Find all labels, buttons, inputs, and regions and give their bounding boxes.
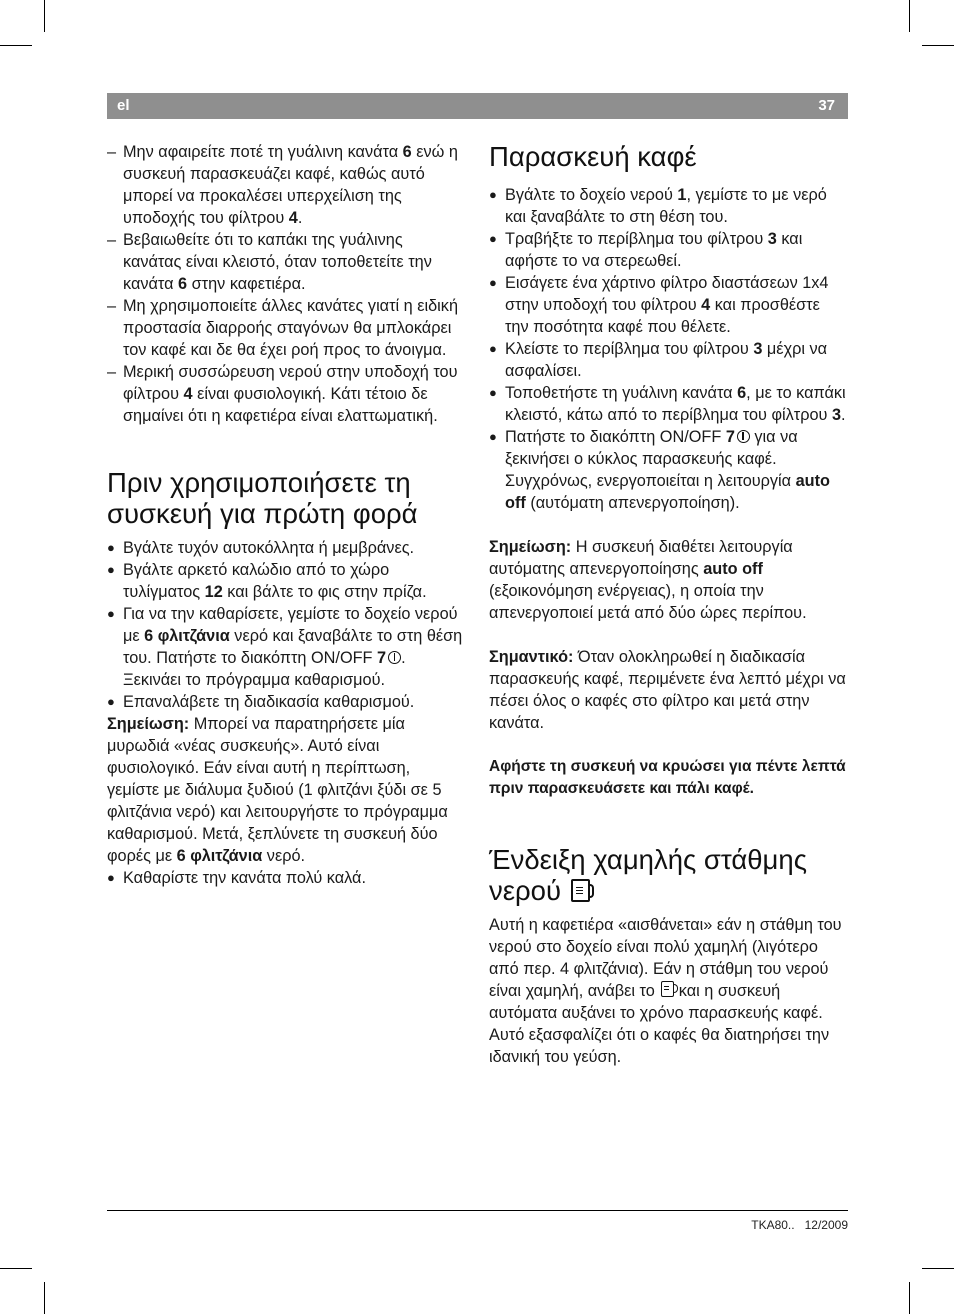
text-run: . Ξεκινάει το πρόγραμμα καθαρισμού. bbox=[123, 649, 406, 689]
text-run: Βεβαιωθείτε ότι το καπάκι της γυάλινης κανάτας είναι κλειστό, όταν τοποθετείτε την κανάτα bbox=[123, 231, 432, 293]
bold-text: 4 bbox=[701, 296, 711, 314]
brewing-steps-list bbox=[489, 184, 848, 514]
bold-text: 6 φλιτζάνια bbox=[176, 847, 263, 865]
bold-text: 12 bbox=[204, 583, 223, 601]
text-run: μέχρι να ασφαλίσει. bbox=[505, 340, 828, 380]
first-use-list bbox=[107, 537, 463, 713]
text-run: και η συσκευή αυτόματα αυξάνει το χρόνο παρασκευής καφέ. Αυτό εξασφαλίζει ότι ο καφές θα διατηρήσει την ιδανική του γεύση. bbox=[489, 982, 830, 1066]
bold-text: 6 bbox=[737, 384, 747, 402]
language-code: el bbox=[117, 97, 130, 114]
bold-text: Σημείωση: bbox=[489, 538, 572, 556]
text-run: στην καφετιέρα. bbox=[187, 275, 306, 293]
paragraph bbox=[107, 713, 463, 867]
text-run: για να ξεκινήσει ο κύκλος παρασκευής καφέ. Συγχρόνως, ενεργοποιείται η λειτουργία bbox=[505, 428, 798, 490]
list-item bbox=[107, 229, 463, 295]
list-item bbox=[489, 272, 848, 338]
caution-list bbox=[107, 141, 463, 427]
left-column bbox=[107, 141, 463, 889]
list-item bbox=[107, 537, 463, 559]
text-run: (αυτόματη απενεργοποίηση). bbox=[525, 494, 740, 512]
list-item bbox=[107, 691, 463, 713]
text-run: ενώ η συσκευή παρασκευάζει καφέ, καθώς αυτό μπορεί να προκαλέσει υπερχείλιση της υποδοχής του φίλτρου bbox=[123, 143, 458, 227]
bold-text: Σημείωση: bbox=[107, 715, 190, 733]
text-run: νερό και ξαναβάλτε το στη θέση του. Πατήστε το διακόπτη ON/OFF bbox=[123, 627, 463, 667]
crop-mark bbox=[922, 1268, 954, 1269]
text-run: και αφήστε το να στερεωθεί. bbox=[505, 230, 803, 270]
right-column bbox=[489, 141, 848, 1068]
text-run: Μην αφαιρείτε ποτέ τη γυάλινη κανάτα bbox=[123, 143, 403, 161]
list-item bbox=[489, 184, 848, 228]
text-run: Τραβήξτε το περίβλημα του φίλτρου bbox=[505, 230, 768, 248]
bold-text: 1 bbox=[677, 186, 687, 204]
text-run: Πατήστε το διακόπτη ON/OFF bbox=[505, 428, 726, 446]
bold-text: 3 bbox=[767, 230, 777, 248]
crop-mark bbox=[909, 0, 910, 32]
text-run: Κλείστε το περίβλημα του φίλτρου bbox=[505, 340, 754, 358]
note-paragraph bbox=[489, 536, 848, 624]
section-heading-brewing: Παρασκευή καφέ bbox=[489, 141, 697, 172]
water-jug-icon bbox=[661, 981, 674, 997]
text-run: Η συσκευή διαθέτει λειτουργία αυτόματης απενεργοποίησης bbox=[489, 538, 793, 578]
crop-mark bbox=[922, 45, 954, 46]
text-run: και προσθέστε την ποσότητα καφέ που θέλετε. bbox=[505, 296, 820, 336]
text-run: νερό. bbox=[262, 847, 306, 865]
low-water-heading-text: Ένδειξη χαμηλής στάθμης νερού bbox=[489, 844, 807, 906]
bold-text: 6 bbox=[402, 143, 412, 161]
text-run: Βγάλτε το δοχείο νερού bbox=[505, 186, 678, 204]
text-run: Μερική συσσώρευση νερού στην υποδοχή του φίλτρου bbox=[123, 363, 458, 403]
text-run: (εξοικονόμηση ενέργειας), η οποία την απενεργοποιεί μετά από δύο ώρες περίπου. bbox=[489, 582, 807, 622]
list-item bbox=[107, 603, 463, 691]
text-run: , με το καπάκι κλειστό, κάτω από το περίβλημα του φίλτρου bbox=[505, 384, 846, 424]
paragraph bbox=[489, 536, 848, 624]
text-run: Τοποθετήστε τη γυάλινη κανάτα bbox=[505, 384, 738, 402]
important-paragraph bbox=[489, 646, 848, 734]
bold-text: 3 bbox=[753, 340, 763, 358]
crop-mark bbox=[909, 1282, 910, 1314]
text-run: Βγάλτε τυχόν αυτοκόλλητα ή μεμβράνες. bbox=[123, 539, 415, 557]
list-item bbox=[107, 361, 463, 427]
list-item bbox=[489, 228, 848, 272]
page-number: 37 bbox=[818, 97, 835, 114]
cooling-warning: Αφήστε τη συσκευή να κρυώσει για πέντε λεπτά πριν παρασκευάσετε και πάλι καφέ. bbox=[489, 758, 846, 797]
bold-text: auto off bbox=[703, 560, 763, 578]
text-run: , γεμίστε το με νερό και ξαναβάλτε το στη θέση του. bbox=[505, 186, 827, 226]
crop-mark bbox=[44, 0, 45, 32]
paragraph bbox=[489, 646, 848, 734]
bold-text: 7 bbox=[377, 649, 387, 667]
bold-text: 3 bbox=[831, 406, 842, 424]
paragraph bbox=[107, 867, 463, 889]
section-heading-first-use: Πριν χρησιμοποιήσετε τη συσκευή για πρώτη φορά bbox=[107, 467, 418, 529]
water-jug-icon bbox=[571, 879, 590, 902]
print-date: 12/2009 bbox=[804, 1218, 848, 1232]
text-run: . bbox=[841, 406, 846, 424]
power-icon bbox=[388, 651, 401, 664]
power-icon bbox=[737, 430, 750, 443]
text-run: Εισάγετε ένα χάρτινο φίλτρο διαστάσεων 1x4 στην υποδοχή του φίλτρου bbox=[505, 274, 829, 314]
list-item bbox=[489, 426, 848, 514]
text-run: είναι φυσιολογική. Κάτι τέτοιο δε σημαίνει ότι η καφετιέρα είναι ελαττωματική. bbox=[123, 385, 438, 425]
list-item bbox=[107, 141, 463, 229]
text-run: Αυτή η καφετιέρα «αισθάνεται» εάν η στάθμη του νερού στο δοχείο είναι πολύ χαμηλή (λιγότερο από περ. 4 φλιτζάνια). Εάν η στάθμη του νερού είναι χαμηλή, ανάβει το bbox=[489, 916, 842, 1000]
bold-text: 4 bbox=[183, 385, 193, 403]
text-run: Μη χρησιμοποιείτε άλλες κανάτες γιατί η ειδική προστασία διαρροής σταγόνων θα μπλοκάρει τον καφέ και δε θα έχει ροή προς το άνοιγμα. bbox=[123, 297, 458, 359]
text-run: Καθαρίστε την κανάτα πολύ καλά. bbox=[123, 869, 366, 887]
model-number: TKA80.. bbox=[751, 1218, 795, 1232]
list-item bbox=[489, 382, 848, 426]
page-footer bbox=[751, 1218, 848, 1232]
bold-text: auto off bbox=[505, 472, 830, 512]
bold-text: Σημαντικό: bbox=[489, 648, 574, 666]
list-item bbox=[107, 295, 463, 361]
text-run: Για να την καθαρίσετε, γεμίστε το δοχείο νερού με bbox=[123, 605, 458, 645]
crop-mark bbox=[0, 45, 32, 46]
low-water-paragraph bbox=[489, 914, 848, 1068]
footer-divider bbox=[107, 1210, 848, 1211]
text-run: Μπορεί να παρατηρήσετε μία μυρωδιά «νέας συσκευής». Αυτό είναι φυσιολογικό. Εάν είναι αυτή η περίπτωση, γεμίστε με διάλυμα ξυδιού (1 φλιτζάνι ξύδι σε 5 φλιτζάνια νερό) και λειτουργήστε το πρόγραμμα καθαρισμού. Μετά, ξεπλύνετε τη συσκευή δύο φορές με bbox=[107, 715, 448, 865]
list-item bbox=[489, 338, 848, 382]
text-run: . bbox=[297, 209, 303, 227]
page-header bbox=[107, 93, 848, 119]
note-paragraph bbox=[107, 713, 463, 867]
text-run: Επαναλάβετε τη διαδικασία καθαρισμού. bbox=[123, 693, 415, 711]
text-run: Όταν ολοκληρωθεί η διαδικασία παρασκευής καφέ, περιμένετε ένα λεπτό μέχρι να πέσει όλος ο καφές στο φίλτρο και μετά στην κανάτα. bbox=[489, 648, 846, 732]
text-run: και βάλτε το φις στην πρίζα. bbox=[222, 583, 427, 601]
final-bullet bbox=[107, 867, 463, 889]
bold-text: 4 bbox=[288, 209, 298, 227]
list-item bbox=[107, 559, 463, 603]
bold-text: 6 φλιτζάνια bbox=[144, 627, 230, 645]
paragraph bbox=[489, 914, 848, 1068]
bold-text: 6 bbox=[178, 275, 188, 293]
crop-mark bbox=[44, 1282, 45, 1314]
section-heading-low-water bbox=[489, 844, 848, 906]
bold-text: 7 bbox=[725, 428, 735, 446]
text-run: Βγάλτε αρκετό καλώδιο από το χώρο τυλίγματος bbox=[123, 561, 390, 601]
crop-mark bbox=[0, 1268, 32, 1269]
